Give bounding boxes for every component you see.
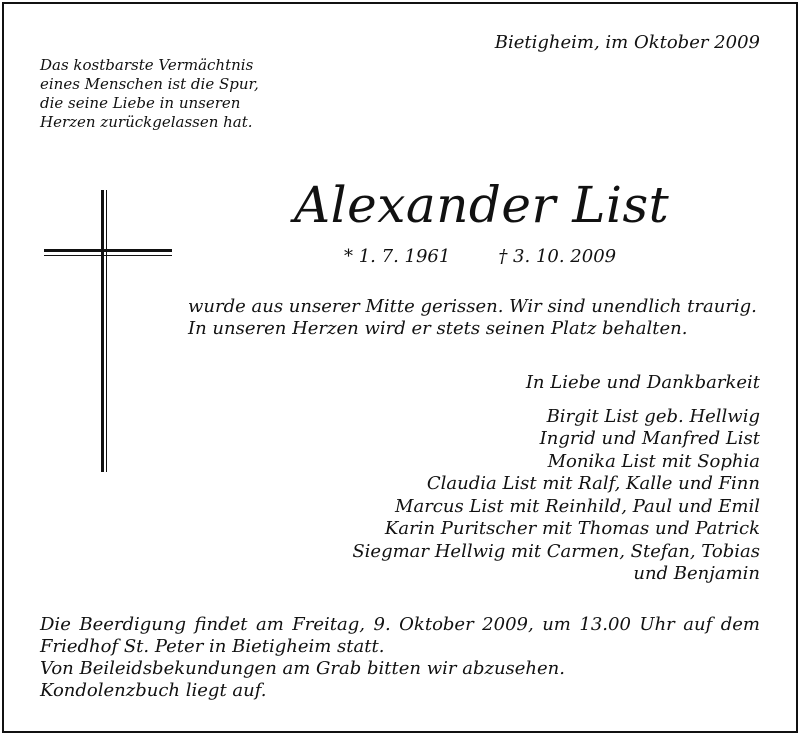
- mourner-name: Monika List mit Sophia: [547, 450, 760, 472]
- cross-icon: [44, 190, 174, 475]
- quote-line: Herzen zurückgelassen hat.: [40, 113, 253, 131]
- mourner-name: Ingrid und Manfred List: [539, 428, 760, 449]
- birth-date: * 1. 7. 1961: [344, 246, 451, 267]
- deceased-name: Alexander List: [294, 176, 670, 234]
- mourners-list: [352, 372, 760, 586]
- mourner-name: Karin Puritscher mit Thomas und Patrick: [384, 518, 760, 539]
- memorial-quote: [40, 56, 259, 132]
- funeral-line: Die Beerdigung findet am Freitag, 9. Oktober 2009, um 13.00 Uhr auf dem: [40, 614, 760, 635]
- mourner-name: und Benjamin: [633, 563, 760, 584]
- mourner-name: Claudia List mit Ralf, Kalle und Finn: [426, 473, 760, 494]
- obituary-notice: [2, 2, 798, 733]
- cross-vertical-bar: [101, 190, 104, 472]
- quote-line: eines Menschen ist die Spur,: [40, 75, 259, 93]
- cross-horizontal-shadow: [44, 255, 172, 256]
- mourner-name: Marcus List mit Reinhild, Paul und Emil: [395, 495, 760, 517]
- life-dates: [344, 246, 616, 267]
- quote-line: die seine Liebe in unseren: [40, 94, 241, 112]
- funeral-line: Von Beileidsbekundungen am Grab bitten wir abzusehen.: [40, 658, 565, 679]
- mourner-name: Birgit List geb. Hellwig: [546, 405, 760, 427]
- cross-vertical-shadow: [106, 190, 107, 472]
- cross-horizontal-bar: [44, 249, 172, 252]
- funeral-line: Kondolenzbuch liegt auf.: [40, 680, 267, 701]
- place-and-date: Bietigheim, im Oktober 2009: [494, 32, 760, 53]
- funeral-details: [40, 614, 760, 702]
- death-date: † 3. 10. 2009: [498, 246, 617, 267]
- statement-line: In unseren Herzen wird er stets seinen Platz behalten.: [188, 318, 688, 339]
- statement-line: wurde aus unserer Mitte gerissen. Wir sind unendlich traurig.: [188, 296, 757, 317]
- mourners-greeting: In Liebe und Dankbarkeit: [525, 372, 760, 393]
- mourning-statement: [188, 296, 757, 340]
- quote-line: Das kostbarste Vermächtnis: [40, 56, 254, 74]
- funeral-line: Friedhof St. Peter in Bietigheim statt.: [40, 636, 385, 657]
- mourner-name: Siegmar Hellwig mit Carmen, Stefan, Tobias: [352, 540, 760, 562]
